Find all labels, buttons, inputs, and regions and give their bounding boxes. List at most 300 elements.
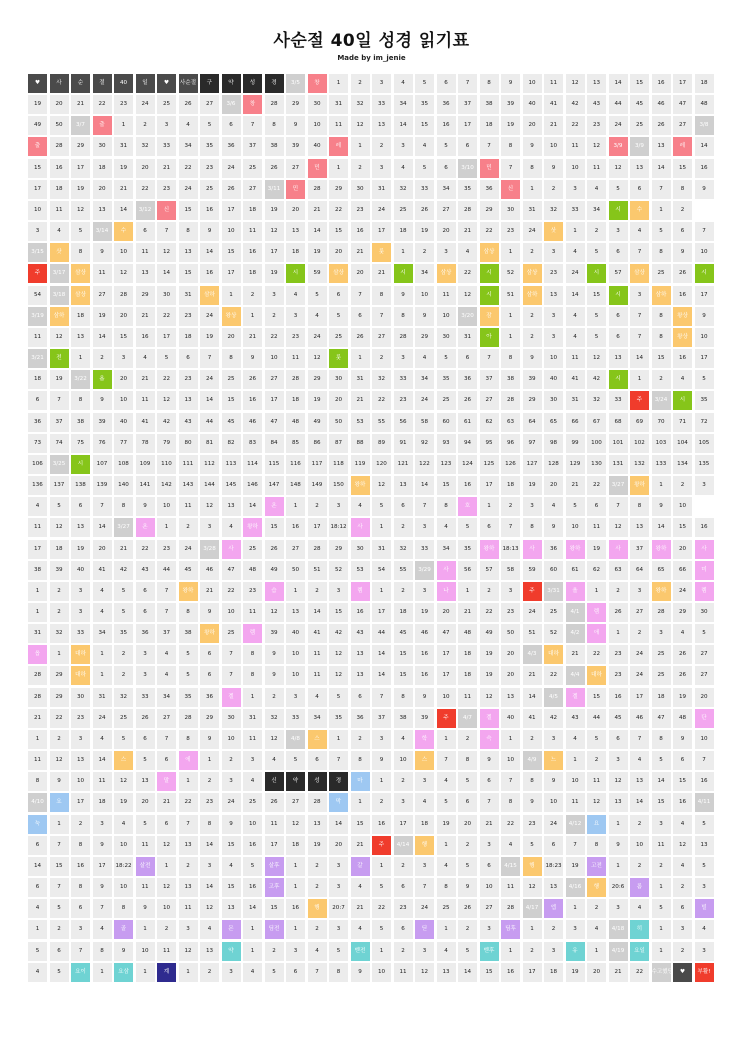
reading-cell: 4/11 [695,793,714,812]
reading-cell: 4 [157,645,176,664]
reading-cell: 20 [523,116,542,135]
reading-cell: 22 [458,264,477,283]
grid-row [28,963,714,982]
reading-cell: 3 [71,603,90,622]
reading-cell: 11 [566,793,585,812]
reading-cell: 1 [50,645,69,664]
reading-cell: 26 [222,180,241,199]
grid-row [28,222,714,241]
reading-cell: 22 [587,645,606,664]
reading-cell: 3 [93,815,112,834]
reading-cell: 118 [329,455,348,474]
reading-cell: 25 [243,159,262,178]
reading-cell: 1 [200,751,219,770]
reading-cell: 35 [329,709,348,728]
reading-cell: 122 [415,455,434,474]
reading-cell: 76 [93,434,112,453]
reading-cell: 2 [394,518,413,537]
reading-cell: 11 [28,751,47,770]
reading-cell: 22 [630,963,649,982]
reading-cell: 24 [372,201,391,220]
reading-cell: 22 [93,95,112,114]
reading-cell: 4 [566,730,585,749]
reading-cell: 3 [329,920,348,939]
reading-cell: 삼상 [71,264,90,283]
reading-cell: 3/29 [415,561,434,580]
reading-cell: 60 [437,413,456,432]
reading-cell: 9 [93,391,112,410]
reading-cell: 19 [673,688,692,707]
reading-cell: 10 [566,772,585,791]
reading-cell: 4 [394,74,413,93]
reading-cell: 1 [652,920,671,939]
reading-cell: 10 [630,836,649,855]
reading-cell: 스 [308,730,327,749]
reading-cell: 14 [523,688,542,707]
reading-cell: 22 [501,815,520,834]
reading-cell: 13 [544,878,563,897]
reading-cell: 4/12 [566,815,585,834]
page-subtitle: Made by im_jenie [337,54,406,62]
reading-cell: 4 [93,730,112,749]
reading-cell: 66 [566,413,585,432]
reading-cell: 7 [630,328,649,347]
reading-cell: 사 [609,540,628,559]
reading-cell: 6 [609,328,628,347]
reading-cell: 104 [673,434,692,453]
reading-cell: 24 [630,645,649,664]
reading-cell: 41 [544,95,563,114]
reading-cell: 5 [136,815,155,834]
reading-cell: 삼상 [630,264,649,283]
reading-cell: 6 [136,603,155,622]
reading-cell: 3/10 [458,159,477,178]
reading-cell: 148 [286,476,305,495]
reading-cell: 1 [28,920,47,939]
reading-cell: 3 [222,772,241,791]
reading-cell: 2 [351,74,370,93]
reading-cell: 21 [157,793,176,812]
reading-cell: 3 [480,836,499,855]
reading-cell: 경 [265,74,284,93]
reading-cell: 11 [243,222,262,241]
reading-cell: 1 [329,74,348,93]
reading-cell: 벧전 [351,942,370,961]
reading-cell: 21 [200,582,219,601]
reading-cell: 99 [566,434,585,453]
reading-cell: 계 [157,963,176,982]
reading-cell: 렘 [243,624,262,643]
reading-cell: 7 [695,222,714,241]
reading-cell: 11 [243,603,262,622]
reading-cell: 5 [437,793,456,812]
reading-cell: 28 [308,793,327,812]
reading-cell: 10 [480,878,499,897]
reading-cell: 4 [437,518,456,537]
reading-cell: 5 [114,582,133,601]
reading-cell: 141 [136,476,155,495]
reading-cell: 15 [28,159,47,178]
reading-cell: 43 [136,561,155,580]
reading-cell: 4 [437,942,456,961]
reading-cell: 41 [308,624,327,643]
reading-cell: 7 [200,349,219,368]
reading-cell: 80 [179,434,198,453]
reading-cell: 5 [136,751,155,770]
reading-cell: 11 [394,963,413,982]
grid-row [28,370,714,389]
reading-cell: 21 [351,899,370,918]
reading-cell: 20 [50,95,69,114]
reading-cell: 21 [523,666,542,685]
reading-cell: 민 [480,159,499,178]
reading-cell: 3 [265,286,284,305]
grid-row [28,815,714,834]
reading-cell: 24 [544,815,563,834]
reading-cell: 16 [200,264,219,283]
reading-cell: 8 [652,328,671,347]
reading-cell: 1 [652,878,671,897]
reading-cell: 6 [673,751,692,770]
reading-cell: 7 [609,497,628,516]
reading-cell: 19 [114,159,133,178]
reading-cell: 64 [523,413,542,432]
reading-cell: 3/9 [609,137,628,156]
reading-cell: 4 [28,497,47,516]
reading-cell: 삼하 [523,286,542,305]
reading-cell: 13 [437,963,456,982]
reading-cell: 5 [286,751,305,770]
reading-cell: 8 [93,942,112,961]
reading-cell: 16 [609,688,628,707]
reading-cell: 9 [544,159,563,178]
reading-cell: 22 [136,540,155,559]
reading-cell: 130 [587,455,606,474]
reading-cell: 13 [609,793,628,812]
reading-cell: 17 [673,74,692,93]
reading-cell: 7 [458,74,477,93]
reading-cell: 32 [587,391,606,410]
reading-cell: 왕하 [200,624,219,643]
reading-cell: 15 [329,222,348,241]
reading-cell: 3 [415,772,434,791]
reading-cell: 1 [523,920,542,939]
reading-cell: 23 [157,540,176,559]
reading-cell: 11 [136,878,155,897]
reading-cell: 2 [587,222,606,241]
reading-cell: 137 [50,476,69,495]
reading-cell: 23 [179,307,198,326]
reading-cell: 55 [394,561,413,580]
reading-cell: 6 [136,222,155,241]
reading-cell: 13 [179,878,198,897]
reading-cell: 28 [394,328,413,347]
reading-cell: 6 [200,666,219,685]
reading-cell: 고전 [587,857,606,876]
reading-cell: 2 [351,159,370,178]
reading-cell: 3 [372,74,391,93]
reading-cell: 13 [179,391,198,410]
reading-cell: 93 [437,434,456,453]
reading-cell: 민 [286,180,305,199]
reading-cell: 렘 [351,582,370,601]
reading-cell: 2 [93,349,112,368]
reading-cell: 12 [372,476,391,495]
reading-cell: 15 [265,518,284,537]
reading-cell: 18 [415,815,434,834]
reading-cell: 레 [329,137,348,156]
reading-cell: 2 [630,624,649,643]
reading-cell: 1 [50,815,69,834]
reading-cell: 5 [652,751,671,770]
reading-cell: 17 [630,688,649,707]
reading-cell: 1 [630,370,649,389]
reading-cell: 24 [136,95,155,114]
reading-cell: 4/14 [394,836,413,855]
reading-cell: 7 [50,878,69,897]
reading-cell: 24 [179,180,198,199]
reading-cell: 16 [673,286,692,305]
reading-cell: 17 [695,349,714,368]
reading-cell: 106 [28,455,47,474]
reading-cell: 40 [114,413,133,432]
reading-cell: 36 [351,709,370,728]
reading-cell: 27 [286,540,305,559]
reading-cell: 19 [480,666,499,685]
reading-cell: 출 [93,116,112,135]
reading-cell: 4 [114,815,133,834]
reading-cell: 3/22 [71,370,90,389]
reading-cell: 16 [437,116,456,135]
reading-cell: 46 [630,709,649,728]
reading-cell: 수고했당 [652,963,671,982]
reading-cell: 12 [308,349,327,368]
reading-cell: 20 [695,688,714,707]
reading-cell: 30 [437,328,456,347]
reading-cell: 12 [114,772,133,791]
reading-cell: 17 [394,815,413,834]
reading-cell: 6 [458,137,477,156]
reading-cell: 117 [308,455,327,474]
reading-cell: 요 [50,793,69,812]
reading-cell: 22 [179,159,198,178]
reading-cell: 37 [50,413,69,432]
reading-cell: 65 [652,561,671,580]
reading-cell: 4 [93,920,112,939]
reading-cell: 23 [157,180,176,199]
reading-cell: 12 [415,963,434,982]
reading-cell: 1 [587,942,606,961]
reading-cell: 25 [652,264,671,283]
reading-cell: 89 [372,434,391,453]
reading-cell: 2 [351,730,370,749]
reading-cell: 창 [243,95,262,114]
reading-cell: 40 [544,370,563,389]
reading-cell: 14 [200,243,219,262]
reading-cell: 5 [437,137,456,156]
reading-cell: 19 [50,370,69,389]
reading-cell: 10 [695,730,714,749]
reading-cell: 21 [544,116,563,135]
reading-cell: 53 [351,561,370,580]
reading-cell: 단 [695,709,714,728]
reading-cell: 10 [136,942,155,961]
reading-cell: 11 [179,899,198,918]
reading-cell: 2 [458,730,477,749]
reading-cell: 16 [136,328,155,347]
reading-cell: 4/7 [458,709,477,728]
reading-cell: 5 [415,159,434,178]
reading-cell: 딤후 [501,920,520,939]
reading-cell: 144 [200,476,219,495]
reading-cell: 38 [480,95,499,114]
reading-cell: 35 [415,95,434,114]
reading-cell: 108 [114,455,133,474]
reading-cell: 24 [630,666,649,685]
reading-cell: 57 [609,264,628,283]
reading-cell: 6 [28,878,47,897]
reading-cell: 6 [28,391,47,410]
reading-cell: 74 [50,434,69,453]
reading-cell: 6 [71,899,90,918]
reading-cell: 13 [372,116,391,135]
grid-row [28,137,714,156]
reading-cell: 1 [93,666,112,685]
reading-cell: 29 [415,328,434,347]
grid-row [28,264,714,283]
reading-cell: 40 [308,137,327,156]
reading-cell: 20 [544,476,563,495]
reading-cell: 20 [93,180,112,199]
reading-cell: 14 [394,116,413,135]
reading-cell: 19 [566,857,585,876]
reading-cell: 4 [458,243,477,262]
reading-cell: 4/4 [566,666,585,685]
grid-row [28,413,714,432]
reading-cell: 12 [329,666,348,685]
reading-cell: 10 [566,159,585,178]
reading-cell: 17 [437,666,456,685]
reading-cell: 21 [458,603,477,622]
reading-cell: 19 [28,95,47,114]
reading-cell: 70 [652,413,671,432]
reading-cell: 71 [673,413,692,432]
reading-cell: 100 [587,434,606,453]
reading-cell: 29 [308,370,327,389]
reading-cell: 17 [372,222,391,241]
reading-cell: 왕상 [673,328,692,347]
reading-cell: 12 [609,159,628,178]
reading-cell: 겔 [222,688,241,707]
reading-cell: 욥 [93,370,112,389]
reading-cell: 25 [652,666,671,685]
reading-cell: 5 [587,307,606,326]
reading-cell: 20 [501,645,520,664]
reading-cell: 시 [71,455,90,474]
reading-cell: 12 [200,497,219,516]
reading-cell: 26 [351,328,370,347]
reading-cell: 왕하 [566,540,585,559]
reading-cell: 115 [265,455,284,474]
reading-cell: 5 [523,836,542,855]
reading-cell: 11 [437,286,456,305]
reading-cell: 10 [28,201,47,220]
reading-cell: 2 [480,582,499,601]
reading-cell: 14 [695,137,714,156]
reading-cell: 4 [308,307,327,326]
reading-cell: 10 [265,349,284,368]
grid-row [28,74,714,93]
reading-cell: 3 [695,942,714,961]
reading-cell: 6 [630,180,649,199]
reading-cell: 1 [652,942,671,961]
reading-cell: 시 [286,264,305,283]
reading-cell: 렘 [695,582,714,601]
reading-cell: 33 [609,391,628,410]
reading-cell: 32 [136,137,155,156]
reading-cell: 21 [351,243,370,262]
reading-cell: 25 [544,603,563,622]
reading-cell: 30 [93,137,112,156]
reading-cell: 8 [243,666,262,685]
reading-cell: 6 [200,645,219,664]
reading-cell: 101 [609,434,628,453]
reading-cell: 23 [179,370,198,389]
reading-cell: 2 [609,582,628,601]
reading-cell: 25 [157,95,176,114]
reading-cell: 20:6 [609,878,628,897]
reading-cell: 145 [222,476,241,495]
reading-cell: 23 [523,815,542,834]
reading-cell: 3/28 [200,540,219,559]
reading-cell: 10 [695,243,714,262]
reading-cell: 4 [286,286,305,305]
reading-cell: 18 [286,391,305,410]
reading-cell: 59 [308,264,327,283]
reading-cell: 2 [673,201,692,220]
reading-cell: 26 [136,709,155,728]
reading-cell: 29 [200,709,219,728]
reading-cell: 23 [200,159,219,178]
reading-cell: 3 [415,857,434,876]
reading-cell: 15 [222,878,241,897]
reading-cell: 겔 [480,709,499,728]
reading-cell: 18 [501,476,520,495]
reading-cell: 3/11 [265,180,284,199]
reading-cell: 33 [157,137,176,156]
reading-cell: 39 [415,709,434,728]
reading-cell: 58 [415,413,434,432]
reading-cell: 40 [501,709,520,728]
reading-cell: 롬 [630,878,649,897]
reading-cell: 대하 [71,645,90,664]
reading-cell: 1 [437,730,456,749]
reading-cell: 14 [609,74,628,93]
reading-cell: 48 [458,624,477,643]
reading-cell: 8 [630,497,649,516]
reading-cell: 9 [394,286,413,305]
reading-cell: 3 [286,307,305,326]
reading-cell: 15 [673,772,692,791]
reading-cell: 17 [222,264,241,283]
reading-cell: 11 [136,836,155,855]
reading-cell: 2 [652,857,671,876]
reading-cell: 1 [243,920,262,939]
reading-cell: 4 [200,920,219,939]
reading-cell: 2 [308,582,327,601]
reading-cell: 5 [329,307,348,326]
reading-cell: 6 [458,349,477,368]
